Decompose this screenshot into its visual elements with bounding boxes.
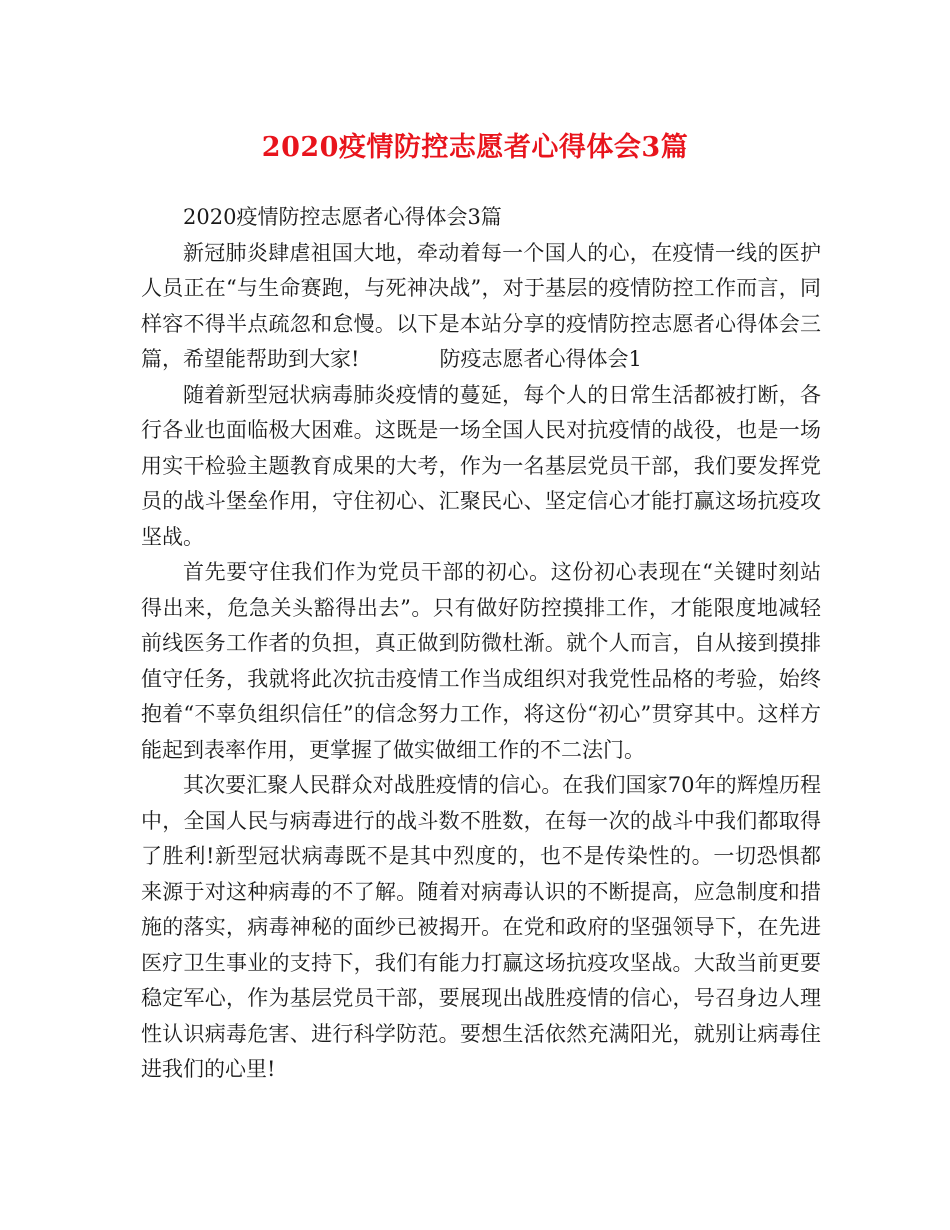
intro-paragraph: [141, 236, 821, 378]
body-paragraph: 其次要汇聚人民群众对战胜疫情的信心。在我们国家70年的辉煌历程中，全国人民与病毒进行的战斗数不胜数，在每一次的战斗中我们都取得了胜利!新型冠状病毒既不是其中烈度的，也不是传染性的。一切恐惧都来源于对这种病毒的不了解。随着对病毒认识的不断提高，应急制度和措施的落实，病毒神秘的面纱已被揭开。在党和政府的坚强领导下，在先进医疗卫生事业的支持下，我们有能力打赢这场抗疫攻坚战。大敌当前更要稳定军心，作为基层党员干部，要展现出战胜疫情的信心，号召身边人理性认识病毒危害、进行科学防范。要想生活依然充满阳光，就别让病毒住进我们的心里!: [141, 773, 821, 1081]
document-title: 2020疫情防控志愿者心得体会3篇: [261, 132, 689, 163]
intro-text: 新冠肺炎肆虐祖国大地，牵动着每一个国人的心，在疫情一线的医护人员正在“与生命赛跑，与死神决战”，对于基层的疫情防控工作而言，同样容不得半点疏忽和怠慢。以下是本站分享的疫情防控志愿者心得体会三篇，希望能帮助到大家!: [141, 240, 821, 371]
document-body: [141, 200, 821, 1088]
body-paragraph: 随着新型冠状病毒肺炎疫情的蔓延，每个人的日常生活都被打断，各行各业也面临极大困难。这既是一场全国人民对抗疫情的战役，也是一场用实干检验主题教育成果的大考，作为一名基层党员干部，我们要发挥党员的战斗堡垒作用，守住初心、汇聚民心、坚定信心才能打赢这场抗疫攻坚战。: [141, 382, 821, 549]
document-subtitle: 2020疫情防控志愿者心得体会3篇: [183, 205, 502, 229]
section-heading: 防疫志愿者心得体会1: [439, 347, 642, 371]
body-paragraph: 首先要守住我们作为党员干部的初心。这份初心表现在“关键时刻站得出来，危急关头豁得出去”。只有做好防控摸排工作，才能限度地减轻前线医务工作者的负担，真正做到防微杜渐。就个人而言，自从接到摸排值守任务，我就将此次抗击疫情工作当成组织对我党性品格的考验，始终抱着“不辜负组织信任”的信念努力工作，将这份“初心”贯穿其中。这样方能起到表率作用，更掌握了做实做细工作的不二法门。: [141, 560, 821, 762]
